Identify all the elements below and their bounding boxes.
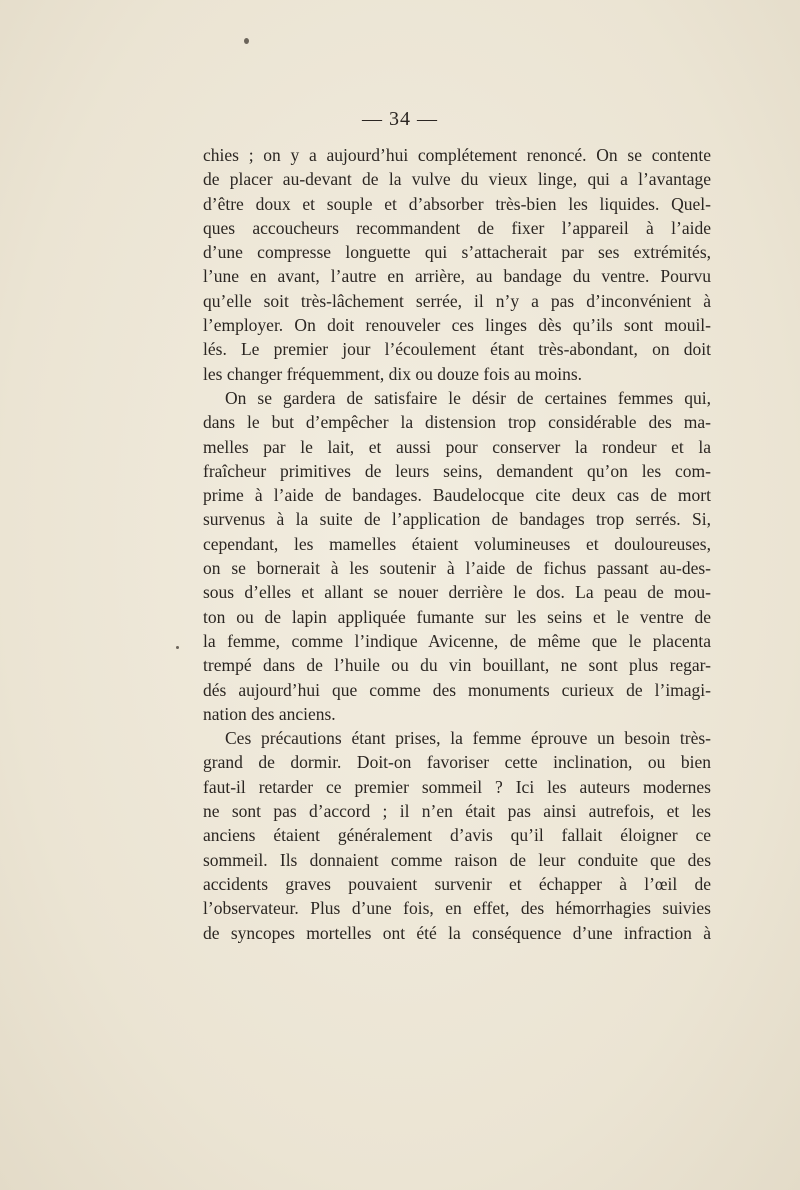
text-line: faut-il retarder ce premier sommeil ? Ici les auteurs modernes (203, 776, 711, 797)
text-line: survenus à la suite de l’application de bandages trop serrés. Si, (203, 509, 711, 530)
text-line: ton ou de lapin appliquée fumante sur les seins et le ventre de (203, 606, 711, 627)
text-line: melles par le lait, et aussi pour conserver la rondeur et la (203, 436, 711, 457)
text-line: cependant, les mamelles étaient volumineuses et douloureuses, (203, 533, 711, 554)
text-line: On se gardera de satisfaire le désir de certaines femmes qui, (225, 387, 711, 408)
text-line: l’une en avant, l’autre en arrière, au bandage du ventre. Pourvu (203, 266, 711, 287)
text-line: l’employer. On doit renouveler ces linges dès qu’ils sont mouil- (203, 315, 711, 336)
text-line: on se bornerait à les soutenir à l’aide de fichus passant au-des- (203, 558, 711, 579)
text-line: d’être doux et souple et d’absorber très-bien les liquides. Quel- (203, 193, 711, 214)
text-line: Ces précautions étant prises, la femme éprouve un besoin très- (225, 728, 711, 749)
text-line: dés aujourd’hui que comme des monuments curieux de l’imagi- (203, 679, 711, 700)
ink-speck (244, 38, 249, 44)
text-line: de placer au-devant de la vulve du vieux linge, qui a l’avantage (203, 169, 711, 190)
text-line: la femme, comme l’indique Avicenne, de même que le placenta (203, 630, 711, 651)
ink-speck (176, 646, 179, 649)
text-line: d’une compresse longuette qui s’attacherait par ses extrémités, (203, 242, 711, 263)
text-line: qu’elle soit très-lâchement serrée, il n’y a pas d’inconvénient à (203, 290, 711, 311)
text-line: fraîcheur primitives de leurs seins, demandent qu’on les com- (203, 460, 711, 481)
text-line: les changer fréquemment, dix ou douze fois au moins. (203, 363, 583, 384)
text-line: chies ; on y a aujourd’hui complétement renoncé. On se contente (203, 145, 711, 165)
text-line: prime à l’aide de bandages. Baudelocque cite deux cas de mort (203, 485, 711, 506)
page-number: — 34 — (362, 108, 438, 130)
text-line: l’observateur. Plus d’une fois, en effet, des hémorrhagies suivies (203, 898, 711, 919)
text-line: ne sont pas d’accord ; il n’en était pas ainsi autrefois, et les (203, 801, 711, 822)
text-line: sommeil. Ils donnaient comme raison de leur conduite que des (203, 849, 711, 870)
text-line: lés. Le premier jour l’écoulement étant très-abondant, on doit (203, 339, 711, 360)
text-line: ques accoucheurs recommandent de fixer l’appareil à l’aide (203, 217, 711, 238)
text-line: anciens étaient généralement d’avis qu’il fallait éloigner ce (203, 825, 711, 846)
text-line: sous d’elles et allant se nouer derrière le dos. La peau de mou- (203, 582, 711, 603)
text-line: accidents graves pouvaient survenir et échapper à l’œil de (203, 873, 711, 894)
text-line: grand de dormir. Doit-on favoriser cette inclination, ou bien (203, 752, 711, 773)
text-line: dans le but d’empêcher la distension trop considérable des ma- (203, 412, 711, 433)
body-text (203, 143, 711, 945)
text-line: trempé dans de l’huile ou du vin bouillant, ne sont plus regar- (203, 655, 711, 676)
text-line: nation des anciens. (203, 703, 336, 724)
text-line: de syncopes mortelles ont été la conséquence d’une infraction à (203, 922, 711, 943)
